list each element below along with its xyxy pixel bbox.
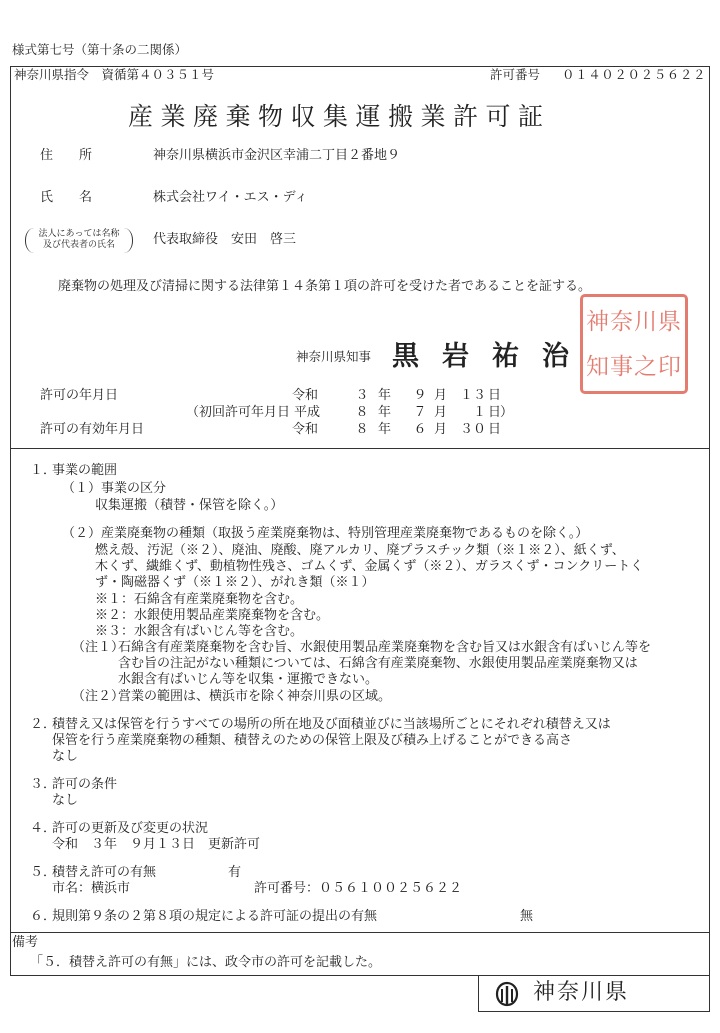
official-seal-stamp [580, 294, 688, 394]
day-unit: 日 [488, 405, 502, 420]
scope-heading: 事業の範囲 [52, 463, 118, 478]
note1-line: 含む旨の注記がない種類については、石綿含有産業廃棄物、水銀使用製品産業廃棄物又は [118, 656, 638, 671]
permit-date-era: 令和 [292, 388, 319, 403]
expiry-date-month: ６ [413, 422, 427, 437]
page-title: 産業廃棄物収集運搬業許可証 [128, 102, 551, 131]
permit-number-label: 許可番号 [490, 67, 541, 82]
note2-text: 営業の範囲は、横浜市を除く神奈川県の区域。 [118, 689, 392, 704]
waste-types-line: 木くず、繊維くず、動植物性残さ、ゴムくず、金属くず（※２）、ガラスくず・コンクリートく [95, 559, 644, 574]
renewal-heading: 許可の更新及び変更の状況 [52, 821, 209, 836]
seal-row-2: 知事之印 [586, 353, 682, 380]
initial-date-month: ７ [413, 405, 427, 420]
permit-date-label: 許可の年月日 [40, 388, 119, 403]
transfer-heading: 積替え許可の有無 [52, 865, 157, 880]
month-unit: 月 [434, 422, 448, 437]
storage-number: ２． [30, 717, 57, 732]
representative-value: 代表取締役 安田 啓三 [153, 232, 297, 247]
initial-date-era: 平成 [294, 405, 321, 420]
day-unit: 日 [488, 388, 502, 403]
permit-date-year: ３ [355, 388, 369, 403]
storage-heading-line: 積替え又は保管を行うすべての場所の所在地及び面積並びに当該場所ごとにそれぞれ積替え又は [52, 717, 611, 732]
expiry-date-year: ８ [355, 422, 369, 437]
seal-row-1: 神奈川県 [586, 308, 682, 335]
name-label: 氏 名 [40, 190, 93, 205]
submission-number: ６． [30, 909, 57, 924]
address-label: 住 所 [40, 148, 93, 163]
governor-name: 黒 岩 祐 治 [392, 341, 567, 372]
form-label: 様式第七号（第十条の二関係） [12, 42, 188, 57]
permit-date-month: ９ [413, 388, 427, 403]
renewal-value: 令和 ３年 ９月１３日 更新許可 [52, 837, 261, 852]
section-divider [10, 448, 710, 449]
year-unit: 年 [378, 388, 392, 403]
note1-line: 石綿含有産業廃棄物を含む旨、水銀使用製品産業廃棄物を含む旨又は水銀含有ばいじん等を [118, 640, 652, 655]
remarks-label: 備考 [12, 935, 39, 950]
transfer-number: ５． [30, 865, 57, 880]
category-heading: （１）事業の区分 [62, 481, 167, 496]
month-unit: 月 [434, 405, 448, 420]
permit-number: ０１４０２０２５６２２ [562, 67, 707, 82]
note1-line: 水銀含有ばいじん等を収集・運搬できない。 [118, 672, 379, 687]
submission-value: 無 [520, 909, 534, 924]
conditions-number: ３． [30, 777, 57, 792]
representative-note [25, 228, 133, 253]
conditions-value: なし [52, 793, 79, 808]
footnote: ※２：水銀使用製品産業廃棄物を含む。 [95, 608, 330, 623]
waste-types-heading: （２）産業廃棄物の種類（取扱う産業廃棄物は、特別管理産業廃棄物であるものを除く。） [62, 526, 589, 541]
conditions-heading: 許可の条件 [52, 777, 118, 792]
governor-title: 神奈川県知事 [296, 349, 372, 364]
initial-date-label: （初回許可年月日 [186, 405, 291, 420]
certification-statement: 廃棄物の処理及び清掃に関する法律第１４条第１項の許可を受けた者であることを証する。 [58, 279, 592, 294]
scope-number: １． [30, 463, 57, 478]
name-value: 株式会社ワイ・エス・ディ [153, 190, 308, 205]
permit-date-day: １３ [459, 388, 486, 403]
note1-label: （注１） [72, 640, 125, 655]
initial-date-day: １ [472, 405, 486, 420]
year-unit: 年 [378, 422, 392, 437]
renewal-number: ４． [30, 821, 57, 836]
initial-date-year: ８ [355, 405, 369, 420]
category-value: 収集運搬（積替・保管を除く。） [95, 498, 284, 513]
footnote: ※１：石綿含有産業廃棄物を含む。 [95, 592, 304, 607]
waste-types-line: 燃え殻、汚泥（※２）、廃油、廃酸、廃アルカリ、廃プラスチック類（※１※２）、紙くず、 [95, 543, 625, 558]
storage-heading-line: 保管を行う産業廃棄物の種類、積替えのための保管上限及び積み上げることができる高さ [52, 733, 573, 748]
initial-date-close: ） [500, 405, 514, 420]
year-unit: 年 [378, 405, 392, 420]
transfer-city: 市名：横浜市 [52, 881, 131, 896]
footnote: ※３：水銀含有ばいじん等を含む。 [95, 624, 304, 639]
address-value: 神奈川県横浜市金沢区幸浦二丁目２番地９ [153, 148, 401, 163]
expiry-date-era: 令和 [292, 422, 319, 437]
representative-note-line2: 及び代表者の氏名 [42, 240, 115, 250]
note2-label: （注２） [72, 689, 125, 704]
transfer-value: 有 [228, 865, 242, 880]
remarks-divider [10, 932, 710, 933]
submission-heading: 規則第９条の２第８項の規定による許可証の提出の有無 [52, 909, 378, 924]
kanagawa-emblem-icon [493, 980, 521, 1008]
waste-types-line: ず・陶磁器くず（※１※２）、がれき類（※１） [95, 575, 375, 590]
storage-value: なし [52, 749, 79, 764]
prefecture-name: 神奈川県 [533, 980, 630, 1005]
expiry-date-label: 許可の有効年月日 [40, 422, 145, 437]
remarks-text: 「５．積替え許可の有無」には、政令市の許可を記載した。 [30, 955, 382, 970]
directive-number: 神奈川県指令 資循第４０３５１号 [14, 67, 215, 82]
prefecture-footer [478, 975, 710, 1012]
transfer-permit-number: 許可番号：０５６１００２５６２２ [254, 881, 463, 896]
day-unit: 日 [488, 422, 502, 437]
expiry-date-day: ３０ [459, 422, 486, 437]
representative-note-line1: 法人にあっては名称 [38, 229, 120, 239]
month-unit: 月 [434, 388, 448, 403]
